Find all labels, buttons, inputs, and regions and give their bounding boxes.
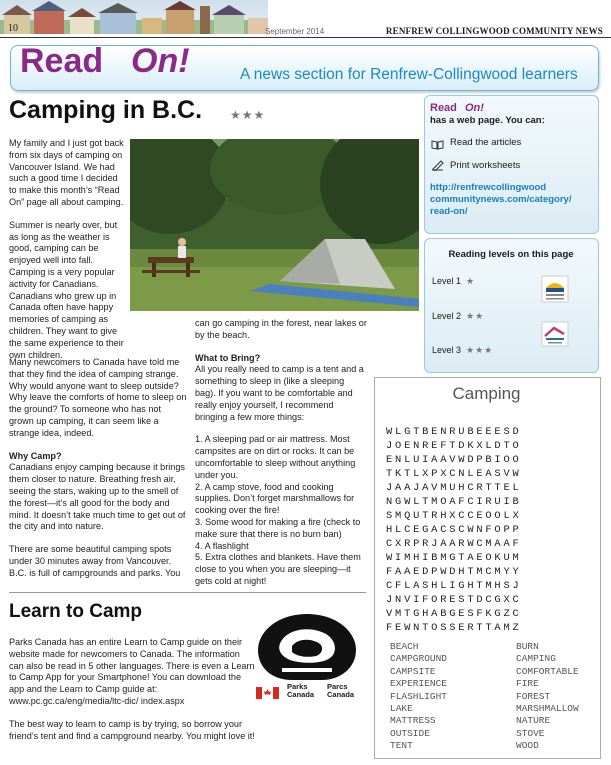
word-list-item: WOOD [516, 740, 539, 752]
parks-canada-beaver-logo [252, 610, 362, 720]
level-stars: ★★★ [466, 345, 494, 355]
word-search-row: SMQUTRHXCCEOOLX [386, 510, 522, 522]
word-list-item: COMFORTABLE [516, 665, 579, 677]
word-list-item: TENT [390, 740, 413, 752]
word-list-item: CAMPGROUND [390, 653, 448, 665]
page-number: 10 [8, 23, 18, 34]
article-column-1 [9, 138, 125, 372]
word-list-item: CAMPSITE [390, 665, 436, 677]
what-to-bring-text: All you really need to camp is a tent and a something to sleep in (like a sleeping bag). If you want to be comfortable and really enjoy yourself, I recommend bringing a few more things: [195, 364, 364, 422]
level-stars: ★★ [466, 311, 485, 321]
banner-tagline: A news section for Renfrew-Collingwood learners [240, 66, 578, 83]
level-label: Level 3 [432, 345, 462, 355]
parcs-canada-label: Parcs Canada [327, 682, 355, 699]
learn-to-camp-body [9, 637, 255, 753]
book-glyph [431, 139, 444, 150]
article-paragraph: Summer is nearly over, but as long as the weather is good, camping can be enjoyed well into fall. Camping is a very popular activity for Canadians. Canadians who grew up in Canada often have happy memories of camping as children. They want to give the same experience to their own children. [9, 219, 124, 360]
article-paragraph: Many newcomers to Canada have told me that they find the idea of camping strange. Why would anyone want to sleep outside? Why leave the comforts of home to sleep on the ground? To someone who has not grown up camping, it can seem like a strange idea, indeed. [9, 357, 187, 438]
web-box-lead: has a web page. You can: [430, 115, 545, 126]
article-headline: Camping in B.C. [9, 96, 203, 124]
article-rating-stars: ★★★ [230, 108, 266, 122]
banner-brand-read: Read [20, 42, 104, 80]
word-search-row: ENLUIAAVWDPBIOO [386, 454, 522, 466]
web-box-brand-on: On! [465, 102, 484, 114]
reading-level-3 [432, 345, 493, 356]
learn-to-camp-heading: Learn to Camp [9, 601, 143, 622]
literacy-now-logo [540, 320, 570, 348]
word-list-item: FOREST [516, 690, 551, 702]
why-camp-text: Canadians enjoy camping because it brings them closer to nature. Breathing fresh air, seeing the stars, waking up to the smell of the forest—it’s all good for the body and mind. It doesn’t take much time to get out of the city and into nature. [9, 462, 186, 532]
word-list-item: FIRE [516, 678, 539, 690]
read-articles-option[interactable]: Read the articles [450, 137, 522, 148]
word-search-row: HLCEGACSCWNFOPP [386, 524, 522, 536]
flag-graphic [256, 687, 279, 699]
literacy-logo-graphic [540, 320, 570, 348]
word-search-row: JNVIFORESTDCGXC [386, 594, 522, 606]
section-divider [9, 592, 366, 593]
web-box-brand-read: Read [430, 102, 457, 114]
word-list-item: MARSHMALLOW [516, 703, 579, 715]
level-label: Level 1 [432, 276, 462, 286]
word-list-item: FLASHLIGHT [390, 690, 448, 702]
word-search-row: FEWNTOSSERTTAMZ [386, 622, 522, 634]
reading-levels-title: Reading levels on this page [448, 249, 574, 260]
camping-spots-text: There are some beautiful camping spots under 30 minutes away from Vancouver. B.C. is full of campgrounds and parks. You [9, 544, 181, 578]
issue-date: September 2014 [265, 27, 325, 36]
bring-list-item: 5. Extra clothes and blankets. Have them close to you when you are sleeping—it gets cold at night! [195, 552, 361, 586]
reading-level-2 [432, 311, 484, 322]
british-columbia-logo [540, 274, 570, 304]
print-worksheets-option[interactable]: Print worksheets [450, 160, 521, 171]
word-search-row: JOENREFTDKXLDTO [386, 440, 522, 452]
why-camp-heading: Why Camp? [9, 450, 62, 461]
campsite-illustration [130, 139, 419, 311]
bring-list-item: 1. A sleeping pad or air mattress. Most campsites are on dirt or rocks. It can be uncomfortable to sleep without anything under you. [195, 434, 356, 480]
bring-list-item: 4. A flashlight [195, 540, 249, 551]
word-list-item: BURN [516, 641, 539, 652]
article-paragraph: My family and I just got back from six days of camping on Vancouver Island. We had such a good time I decided to make this month’s “Read On” page all about camping. [9, 138, 124, 207]
level-label: Level 2 [432, 311, 462, 321]
learn-paragraph: Parks Canada has an entire Learn to Camp guide on their website made for newcomers to Canada. The information can also be read in 5 other languages. There is even a Learn to Camp App for your Smartphone! You can download the app and the Learn to Camp guide at: www.pc.gc.ca/eng/media/ltc-dic/ index.aspx [9, 637, 255, 706]
word-list-item: BEACH [390, 641, 419, 652]
pencil-icon [431, 158, 444, 176]
word-list-item: STOVE [516, 727, 545, 739]
word-search-row: FAAEDPWDHTMCMYY [386, 566, 522, 578]
bring-list-item: 2. A camp stove, food and cooking supplies. Don’t forget marshmallows for cooking over the fire! [195, 481, 355, 516]
header-rule [0, 37, 611, 38]
word-list-item: LAKE [390, 703, 413, 715]
word-search-row: CFLASHLIGHTMHSJ [386, 580, 522, 592]
word-search-row: JAAJAVMUHCRTTEL [386, 482, 522, 494]
pencil-glyph [431, 160, 444, 171]
what-to-bring-heading: What to Bring? [195, 352, 261, 363]
word-search-row: WLGTBENRUBEEESD [386, 426, 522, 438]
word-list-item: CAMPING [516, 653, 556, 665]
beaver-icon [252, 610, 362, 690]
word-search-row: CXRPRJAARWCMAAF [386, 538, 522, 550]
reading-level-1 [432, 276, 475, 287]
read-on-web-link[interactable]: http://renfrewcollingwood communitynews.com/category/ read-on/ [430, 182, 572, 217]
article-paragraph: can go camping in the forest, near lakes or by the beach. [195, 318, 367, 340]
word-search-row: TKTLXPXCNLEASVW [386, 468, 522, 480]
word-list-item: OUTSIDE [390, 727, 430, 739]
word-search-row: NGWLTMOAFCIRUIB [386, 496, 522, 508]
learn-paragraph: The best way to learn to camp is by trying, so borrow your friend’s tent and find a campground nearby. You might love it! [9, 718, 255, 741]
bc-logo-graphic [540, 274, 570, 304]
word-list-item: MATTRESS [390, 715, 436, 727]
houses-graphic [0, 0, 268, 34]
word-list-item: EXPERIENCE [390, 678, 448, 690]
level-stars: ★ [466, 276, 476, 286]
word-search-row: VMTGHABGESFKGZC [386, 608, 522, 620]
article-column-2 [195, 318, 367, 588]
word-list-right [516, 641, 579, 753]
word-list-item: NATURE [516, 715, 551, 727]
canada-flag-icon [256, 686, 279, 698]
header-houses-illustration [0, 0, 268, 34]
camping-photo [130, 139, 419, 311]
article-column-1b [9, 357, 187, 591]
word-search-row: WIMHIBMGTAEOKUM [386, 552, 522, 564]
book-icon [431, 137, 444, 155]
banner-brand-on: On! [131, 42, 190, 80]
parks-canada-label: Parks Canada [287, 682, 315, 699]
word-search-title: Camping [452, 384, 521, 403]
bring-list-item: 3. Some wood for making a fire (check to make sure that there is no burn ban) [195, 516, 361, 539]
word-list-left [390, 641, 447, 753]
publication-name: RENFREW COLLINGWOOD COMMUNITY NEWS [385, 26, 603, 36]
